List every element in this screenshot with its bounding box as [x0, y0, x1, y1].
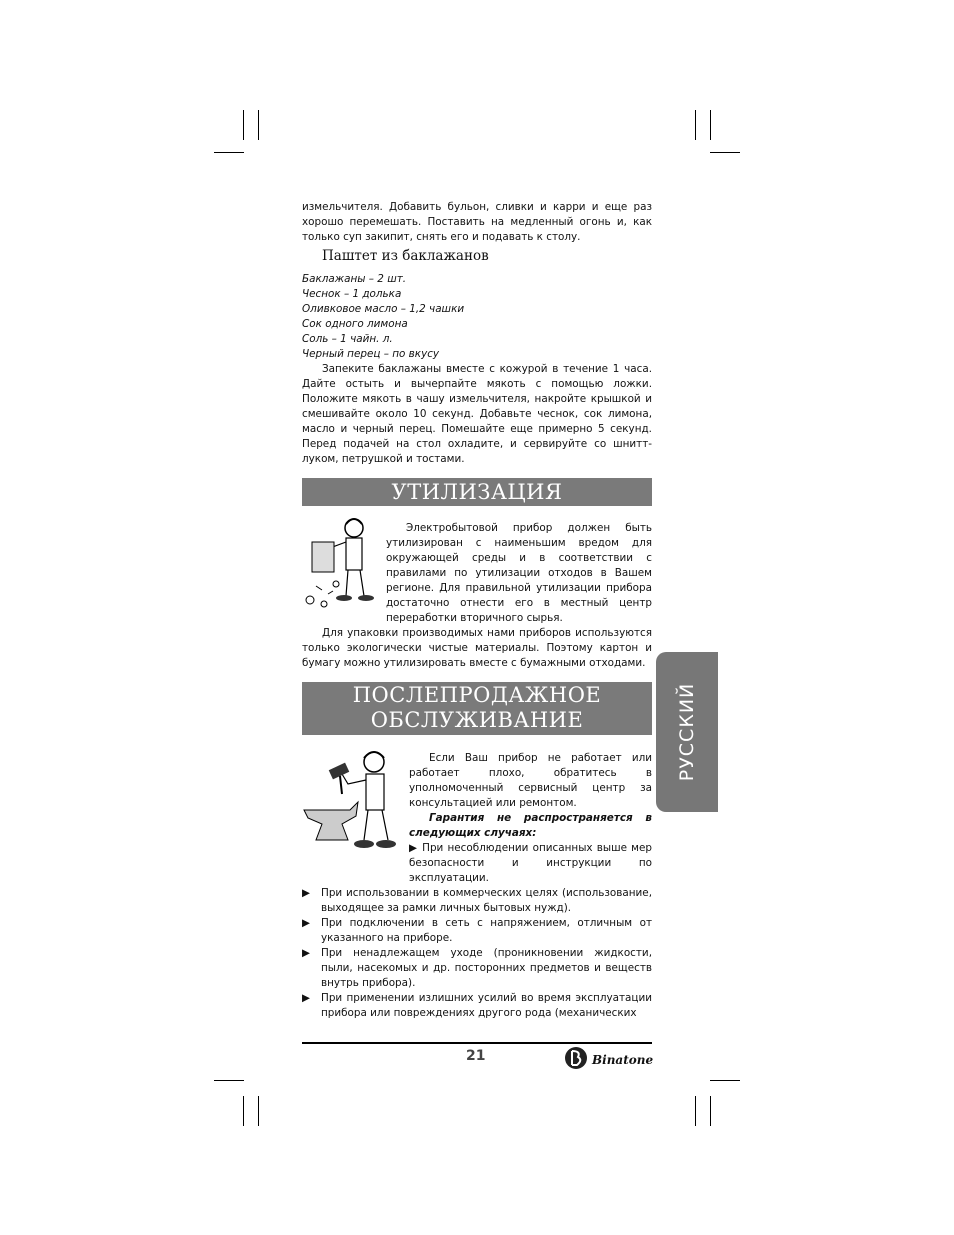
language-side-tab: [656, 652, 718, 812]
service-intro: Если Ваш прибор не работает или работает плохо, обратитесь в уполномоченный сервисный центр за консультацией или ремонтом.: [409, 752, 652, 809]
warranty-bullet-text: При использовании в коммерческих целях (использование, выходящее за рамки личных бытовых нужд).: [321, 887, 652, 914]
disposal-block-2: [302, 626, 652, 671]
warranty-heading: Гарантия не распространяется в следующих случаях:: [409, 812, 652, 839]
crop-mark: [258, 1096, 259, 1126]
intro-paragraph: измельчителя. Добавить бульон, сливки и карри и еще раз хорошо перемешать. Поставить на медленный огонь и, как только суп закипит, снять его и подавать к столу.: [302, 201, 652, 243]
ingredient-item: Черный перец – по вкусу: [302, 348, 440, 360]
crop-mark: [695, 110, 696, 140]
recycling-person-illustration: [302, 512, 382, 612]
warranty-bullet-text: При подключении в сеть с напряжением, отличным от указанного на приборе.: [321, 917, 652, 944]
warranty-bullet: [302, 946, 652, 991]
warranty-bullet: [302, 916, 652, 946]
warranty-bullet-text: При ненадлежащем уходе (проникновении жидкости, пыли, насекомых и др. посторонних предметов и веществ внутрь прибора).: [321, 947, 652, 989]
ingredient-item: Чеснок – 1 долька: [302, 288, 402, 300]
crop-mark: [214, 152, 244, 153]
section-heading-service: [302, 682, 652, 735]
ingredient-item: Баклажаны – 2 шт.: [302, 273, 407, 285]
footer-divider: [302, 1042, 652, 1044]
bullet-arrow-icon: ▶: [302, 887, 310, 899]
repair-person-illustration: [302, 746, 404, 856]
crop-mark: [243, 110, 244, 140]
warranty-bullet-text: При применении излишних усилий во время эксплуатации прибора или повреждениях другого рода (механических: [321, 992, 652, 1019]
intro-block: [302, 200, 652, 245]
bullet-arrow-icon: ▶: [302, 992, 310, 1004]
language-tab-label: РУССКИЙ: [676, 682, 698, 782]
service-intro-block: [409, 751, 652, 886]
recipe-instructions: Запеките баклажаны вместе с кожурой в течение 1 часа. Дайте остыть и вычерпайте мякоть с помощью ложки. Положите мякоть в чашу измельчителя, накройте крышкой и смешивайте около 10 секунд. Добавьте чеснок, сок лимона, масло и черный перец. Помешайте еще примерно 5 секунд. Перед подачей на стол охладите, и сервируйте со шнитт-луком, петрушкой и тостами.: [302, 363, 652, 465]
ingredient-item: Оливковое масло – 1,2 чашки: [302, 303, 465, 315]
crop-mark: [214, 1080, 244, 1081]
recipe-instructions-block: [302, 362, 652, 467]
crop-mark: [710, 110, 711, 140]
ingredient-item: Соль – 1 чайн. л.: [302, 333, 393, 345]
service-heading-line-1: ПОСЛЕПРОДАЖНОЕ: [352, 683, 602, 707]
crop-mark: [695, 1096, 696, 1126]
brand-name: Binatone: [592, 1053, 654, 1067]
bullet-arrow-icon: ▶: [302, 947, 310, 959]
ingredient-list: [302, 272, 464, 362]
bullet-arrow-icon: ▶: [302, 917, 310, 929]
disposal-block: [386, 521, 652, 626]
ingredient-item: Сок одного лимона: [302, 318, 408, 330]
crop-mark: [710, 1096, 711, 1126]
warranty-bullet-text: При несоблюдении описанных выше мер безопасности и инструкции по эксплуатации.: [409, 842, 653, 884]
bullet-arrow-icon: ▶: [409, 842, 418, 854]
service-heading-line-2: ОБСЛУЖИВАНИЕ: [370, 708, 584, 732]
recipe-title: Паштет из баклажанов: [322, 248, 489, 264]
warranty-bullet: [302, 886, 652, 916]
page-number: 21: [466, 1048, 486, 1064]
crop-mark: [243, 1096, 244, 1126]
crop-mark: [258, 110, 259, 140]
warranty-bullet-first: [409, 841, 652, 886]
crop-mark: [710, 1080, 740, 1081]
disposal-paragraph-1: Электробытовой прибор должен быть утилизирован с наименьшим вредом для окружающей среды и в соответствии с правилами по утилизации отходов в Вашем регионе. Для правильной утилизации прибора достаточно отнести его в местный центр переработки вторичного сырья.: [386, 522, 652, 624]
crop-mark: [710, 152, 740, 153]
warranty-bullet: [302, 991, 652, 1021]
disposal-paragraph-2: Для упаковки производимых нами приборов используются только экологически чистые материалы. Поэтому картон и бумагу можно утилизировать вместе с бумажными отходами.: [302, 627, 652, 669]
section-heading-disposal: УТИЛИЗАЦИЯ: [302, 478, 652, 506]
